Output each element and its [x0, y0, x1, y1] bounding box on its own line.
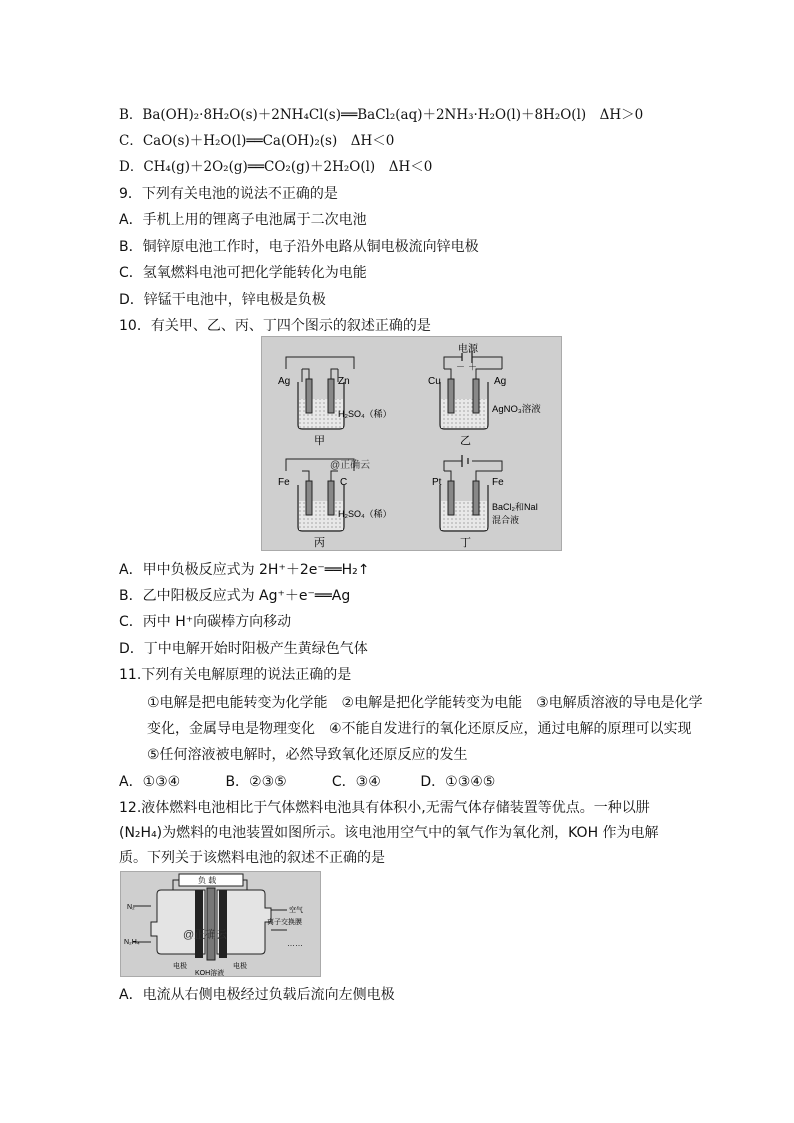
n2h4-label: N₂H₄	[124, 939, 140, 946]
yi-power-label: 电源	[458, 344, 478, 355]
q8-option-d: D．CH₄(g)＋2O₂(g)══CO₂(g)＋2H₂O(l) ΔH＜0	[119, 159, 433, 175]
yi-plus: ＋	[468, 362, 478, 372]
ding-solution-label-1: BaCl₂和NaI	[492, 502, 539, 512]
q8-option-b: B．Ba(OH)₂·8H₂O(s)＋2NH₄Cl(s)══BaCl₂(aq)＋2NH₃·H₂O(l)＋8H₂O(l) ΔH＞0	[119, 107, 644, 123]
q11-option-a: A．①③④	[119, 774, 181, 790]
yi-left-label: Cu	[428, 376, 441, 387]
yi-minus: －	[456, 362, 466, 372]
q12-stem: 12.液体燃料电池相比于气体燃料电池具有体积小,无需气体存储装置等优点。一种以肼(N₂H₄)为燃料的电池装置如图所示。该电池用空气中的氧气作为氧化剂，KOH 作为电解质。下列关于该燃料电池的叙述不正确的是	[119, 800, 659, 866]
q9-stem: 9．下列有关电池的说法不正确的是	[119, 186, 338, 202]
q9-option-b: B．铜锌原电池工作时，电子沿外电路从铜电极流向锌电极	[119, 239, 479, 255]
electrochem-figure	[261, 336, 562, 551]
q11-options	[119, 772, 495, 792]
load-label: 负 载	[198, 876, 217, 885]
q11-option-c: C．③④	[331, 774, 381, 790]
yi-name: 乙	[460, 435, 471, 447]
q10-option-c: C．丙中 H⁺向碳棒方向移动	[119, 614, 292, 630]
q9-option-a: A．手机上用的锂离子电池属于二次电池	[119, 212, 367, 228]
q11-option-d: D．①③④⑤	[420, 774, 496, 790]
left-electrode-label: 电极	[173, 963, 187, 970]
ding-right-label: Fe	[492, 477, 504, 488]
right-electrode-label: 电极	[233, 963, 247, 970]
cell-bing	[278, 458, 392, 549]
bing-left-label: Fe	[278, 477, 290, 488]
q11-option-b: B．②③⑤	[225, 774, 287, 790]
koh-label: KOH溶液	[195, 970, 225, 977]
q10-option-b: B．乙中阳极反应式为 Ag⁺＋e⁻══Ag	[119, 588, 351, 604]
yi-solution-label: AgNO₃溶液	[492, 404, 541, 415]
q8-option-c: C．CaO(s)＋H₂O(l)══Ca(OH)₂(s) ΔH＜0	[119, 133, 395, 149]
fuel-cell-figure	[120, 871, 321, 977]
watermark-text: @正确云	[183, 929, 228, 941]
q9-option-d: D．锌锰干电池中，锌电极是负极	[119, 292, 326, 308]
membrane-label: 离子交换膜	[267, 919, 302, 926]
q10-stem: 10．有关甲、乙、丙、丁四个图示的叙述正确的是	[119, 318, 431, 334]
q10-option-d: D．丁中电解开始时阳极产生黄绿色气体	[119, 641, 368, 657]
q11-stem: 11.下列有关电解原理的说法正确的是	[119, 667, 352, 683]
jia-name: 甲	[314, 435, 325, 447]
jia-solution-label: H₂SO₄（稀）	[338, 409, 392, 419]
bing-name: 丙	[314, 537, 325, 549]
air-label: 空气	[289, 907, 303, 914]
q11-statements: ①电解是把电能转变为化学能 ②电解是把化学能转变为电能 ③电解质溶液的导电是化学变化，金属导电是物理变化 ④不能自发进行的氧化还原反应，通过电解的原理可以实现 ⑤任何溶液被电解时，必然导致氧化还原反应的发生	[147, 695, 706, 763]
q10-option-a: A．甲中负极反应式为 2H⁺＋2e⁻══H₂↑	[119, 562, 370, 578]
watermark-text: @正确云	[330, 460, 371, 471]
ding-left-label: Pt	[432, 477, 442, 488]
bing-right-label: C	[340, 477, 348, 488]
jia-left-label: Ag	[278, 376, 291, 387]
q9-option-c: C．氢氧燃料电池可把化学能转化为电能	[119, 265, 367, 281]
cell-ding	[432, 455, 538, 549]
jia-right-label: Zn	[338, 376, 350, 387]
ding-solution-label-2: 混合液	[492, 515, 520, 525]
dots-label: ……	[287, 939, 303, 948]
ding-name: 丁	[460, 537, 471, 549]
cell-jia	[278, 357, 392, 447]
q12-option-a: A．电流从右侧电极经过负载后流向左侧电极	[119, 987, 395, 1003]
n2-label: N₂	[127, 904, 135, 911]
yi-right-label: Ag	[494, 376, 507, 387]
bing-solution-label: H₂SO₄（稀）	[338, 509, 392, 519]
cell-yi	[428, 342, 541, 447]
